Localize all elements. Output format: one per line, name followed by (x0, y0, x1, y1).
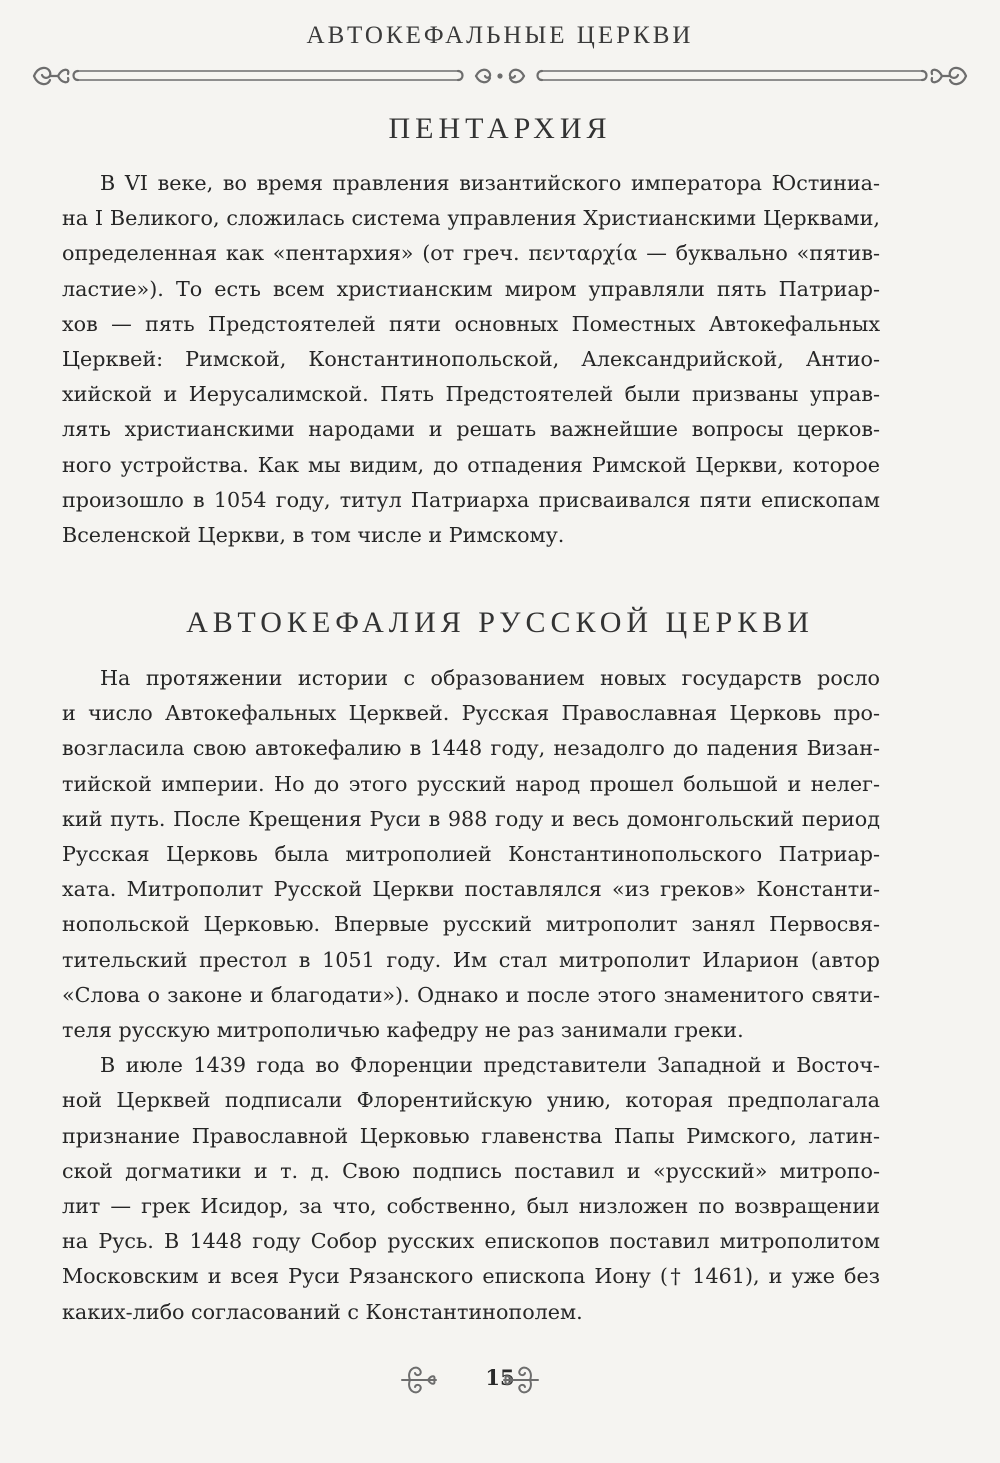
text-line: ластие»). То есть всем христианским миром управляли пять Патриар- (62, 276, 880, 301)
text-line: В VI веке, во время правления византийского императора Юстиниа- (100, 171, 880, 195)
text-line: каких-либо согласований с Константинополем. (62, 1299, 583, 1324)
text-line: Московским и всея Руси Рязанского епископа Иону († 1461), и уже без (62, 1264, 880, 1289)
running-head: АВТОКЕФАЛЬНЫЕ ЦЕРКВИ (306, 22, 694, 49)
scroll-flourish-icon (476, 70, 524, 83)
folio (0, 1358, 1000, 1402)
text-line: на I Великого, сложилась система управления Христианскими Церквами, (62, 206, 880, 231)
text-line: и число Автокефальных Церквей. Русская Православная Церковь про- (62, 701, 880, 726)
text-line: «Слова о законе и благодати»). Однако и после этого знаменитого святи- (62, 982, 880, 1007)
section-title-pentarchy: ПЕНТАРХИЯ (388, 112, 612, 145)
text-line: лять христианскими народами и решать важнейшие вопросы церков- (62, 417, 880, 442)
scroll-flourish-icon (932, 68, 966, 84)
text-line: тийской империи. Но до этого русский народ прошел большой и нелег- (62, 771, 880, 796)
text-line: на Русь. В 1448 году Собор русских епископов поставил митрополитом (62, 1229, 880, 1254)
text-line: признание Православной Церковью главенства Папы Римского, латин- (62, 1123, 880, 1148)
text-line: хийской и Иерусалимской. Пять Предстоятелей были призваны управ- (62, 382, 880, 407)
text-line: лит — грек Исидор, за что, собственно, был низложен по возвращении (62, 1194, 880, 1219)
text-line: теля русскую митрополичью кафедру не раз занимали греки. (62, 1018, 744, 1043)
text-line: ной Церквей подписали Флорентийскую унию, которая предполагала (62, 1088, 880, 1113)
text-line: Русская Церковь была митрополией Константинопольского Патриар- (62, 842, 880, 867)
text-line: ного устройства. Как мы видим, до отпадения Римской Церкви, которое (62, 452, 880, 477)
curl-ornament-icon (500, 1360, 542, 1400)
text-line: тительский престол в 1051 году. Им стал митрополит Иларион (автор (62, 947, 880, 972)
text-line: кий путь. После Крещения Руси в 988 году и весь домонгольский период (62, 806, 880, 831)
text-line: хата. Митрополит Русской Церкви поставлялся «из греков» Константи- (62, 877, 880, 902)
text-line: ской догматики и т. д. Свою подпись поставил и «русский» митропо- (62, 1158, 880, 1183)
pentarchy-paragraph (62, 166, 880, 553)
text-line: возгласила свою автокефалию в 1448 году, незадолго до падения Визан- (62, 736, 880, 761)
text-line: Вселенской Церкви, в том числе и Римскому. (62, 523, 565, 548)
text-line: хов — пять Предстоятелей пяти основных Поместных Автокефальных (62, 311, 880, 336)
text-line: произошло в 1054 году, титул Патриарха присваивался пяти епископам (62, 487, 880, 512)
text-line: нопольской Церковью. Впервые русский митрополит занял Первосвя- (62, 912, 880, 937)
page-number: 15 (485, 1365, 515, 1390)
text-line: В июле 1439 года во Флоренции представители Западной и Восточ- (100, 1053, 880, 1078)
autocephaly-paragraphs (62, 661, 880, 1330)
header-ornament-rule (28, 58, 972, 94)
section-title-russian-autocephaly: АВТОКЕФАЛИЯ РУССКОЙ ЦЕРКВИ (186, 606, 814, 639)
text-line: определенная как «пентархия» (от греч. πενταρχία — буквально «пятив- (62, 241, 880, 266)
text-line: На протяжении истории с образованием новых государств росло (100, 666, 880, 690)
text-line: Церквей: Римской, Константинопольской, Александрийской, Антио- (62, 347, 880, 372)
scroll-flourish-icon (34, 68, 68, 84)
